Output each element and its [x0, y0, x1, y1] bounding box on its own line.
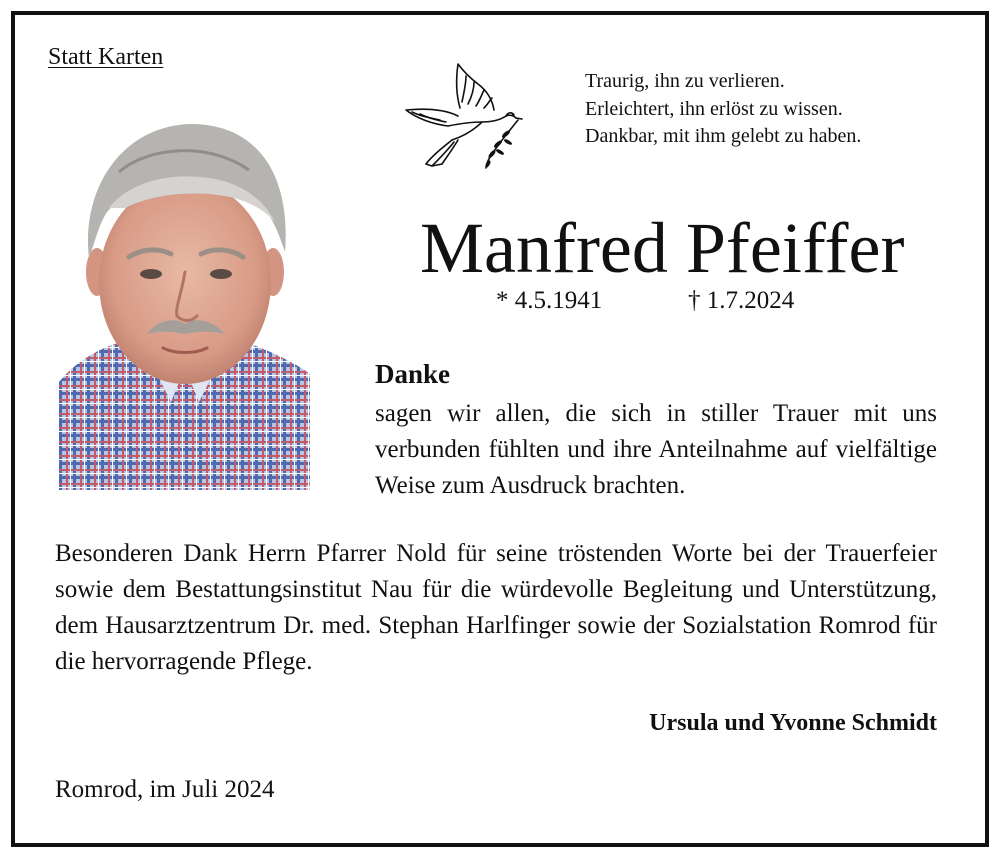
death-date: † 1.7.2024: [688, 287, 795, 314]
place-and-date: Romrod, im Juli 2024: [55, 776, 275, 803]
motto-line: Erleichtert, ihn erlöst zu wissen.: [585, 97, 843, 120]
portrait-photo: [59, 112, 310, 490]
statt-karten-label: Statt Karten: [48, 44, 164, 70]
special-thanks-paragraph: Besonderen Dank Herrn Pfarrer Nold für seine tröstenden Worte bei der Trauerfeier sowie dem Bestattungsinstitut Nau für die würdevolle Begleitung und Unterstützung, dem Hausarztzentrum Dr. med. Stephan Harlfinger sowie der Sozialstation Romrod für die hervorragende Pflege.: [55, 540, 937, 675]
motto-line: Dankbar, mit ihm gelebt zu haben.: [585, 125, 862, 147]
thanks-text: sagen wir allen, die sich in stiller Trauer mit uns verbunden fühlten und ihre Anteilnahme auf vielfältige Weise zum Ausdruck brachten.: [375, 400, 937, 499]
motto-line: Traurig, ihn zu verlieren.: [585, 70, 785, 92]
deceased-name: Manfred Pfeiffer: [420, 208, 905, 288]
thanks-heading: Danke: [375, 359, 451, 389]
birth-date: * 4.5.1941: [496, 287, 603, 314]
motto-verse: [585, 68, 861, 151]
dove-icon: [402, 58, 526, 172]
signature: Ursula und Yvonne Schmidt: [649, 710, 937, 736]
